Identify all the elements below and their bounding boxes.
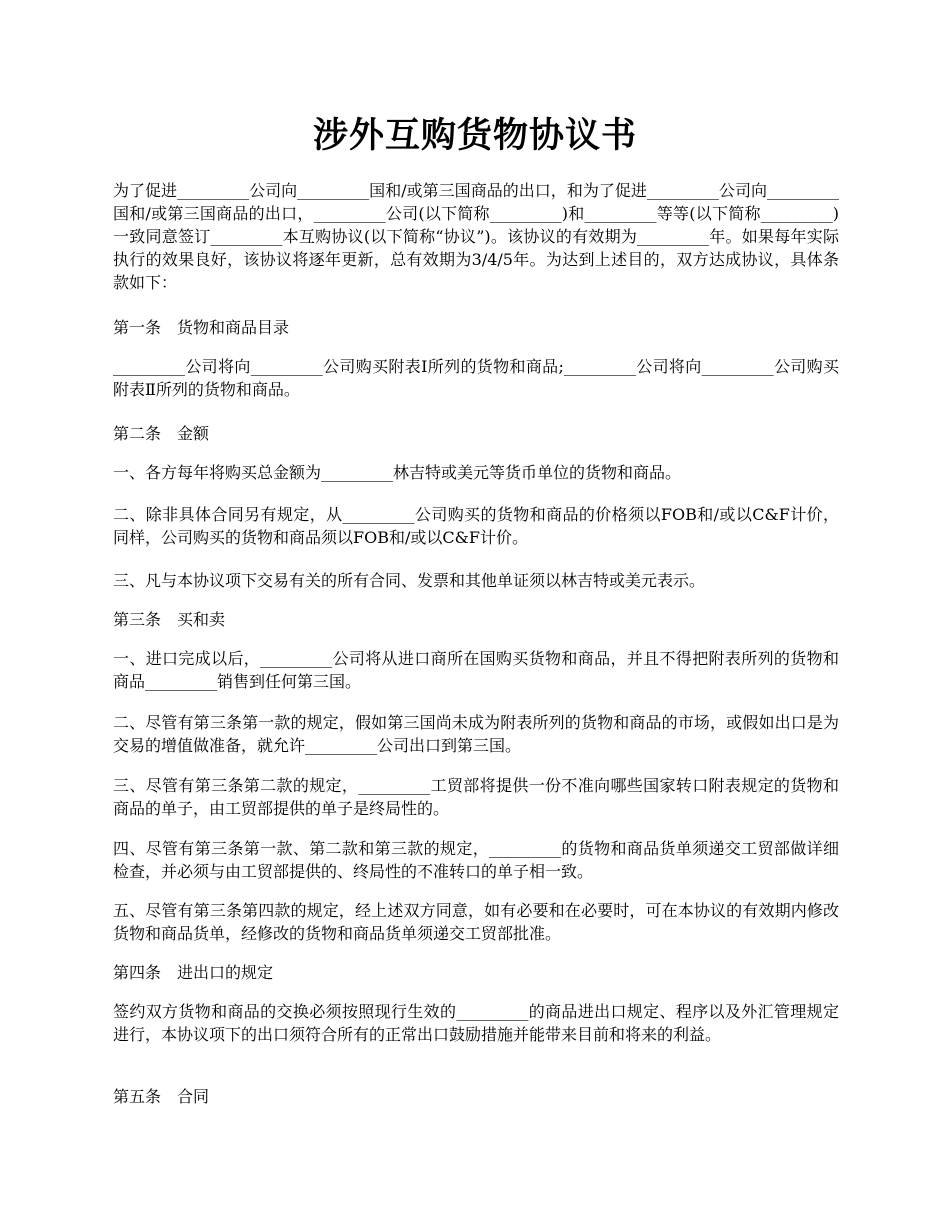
document-title: 涉外互购货物协议书 (312, 115, 637, 156)
article-4-paragraph: 签约双方货物和商品的交换必须按照现行生效的_________的商品进出口规定、程序以及外汇管理规定进行，本协议项下的出口须符合所有的正常出口鼓励措施并能带来目前和将来的利益。 (113, 1002, 839, 1044)
article-1-paragraph: _________公司将向_________公司购买附表Ⅰ所列的货物和商品;_________公司将向_________公司购买附表Ⅱ所列的货物和商品。 (113, 357, 839, 399)
article-3-clause-2: 二、尽管有第三条第一款的规定，假如第三国尚未成为附表所列的货物和商品的市场，或假如出口是为交易的增值做准备，就允许_________公司出口到第三国。 (113, 713, 839, 755)
article-3-clause-5: 五、尽管有第三条第四款的规定，经上述双方同意，如有必要和在必要时，可在本协议的有效期内修改货物和商品货单，经修改的货物和商品货单须递交工贸部批准。 (113, 901, 839, 943)
article-3-heading: 第三条 买和卖 (113, 610, 226, 629)
article-2-clause-1: 一、各方每年将购买总金额为_________林吉特或美元等货币单位的货物和商品。 (113, 463, 682, 482)
article-2-heading: 第二条 金额 (113, 424, 210, 443)
article-3-clause-4: 四、尽管有第三条第一款、第二款和第三款的规定，_________的货物和商品货单须递交工贸部做详细检查，并必须与由工贸部提供的、终局性的不准转口的单子相一致。 (113, 839, 839, 881)
intro-paragraph: 为了促进_________公司向_________国和/或第三国商品的出口，和为了促进_________公司向_________国和/或第三国商品的出口，_________公司(以下简称_________)和_________等等(以下简称_________)一致同意签订_________本互购协议(以下简称“协议”)。该协议的有效期为_________年。如果每年实际执行的效果良好，该协议将逐年更新，总有效期为3/4/5年。为达到上述目的，双方达成协议，具体条款如下： (113, 181, 839, 292)
article-5-heading: 第五条 合同 (113, 1087, 210, 1106)
article-3-clause-1: 一、进口完成以后，_________公司将从进口商所在国购买货物和商品，并且不得把附表所列的货物和商品_________销售到任何第三国。 (113, 649, 839, 691)
article-1-heading: 第一条 货物和商品目录 (113, 318, 290, 337)
article-2-clause-3: 三、凡与本协议项下交易有关的所有合同、发票和其他单证须以林吉特或美元表示。 (113, 571, 706, 590)
article-3-clause-3: 三、尽管有第三条第二款的规定，_________工贸部将提供一份不准向哪些国家转口附表规定的货物和商品的单子，由工贸部提供的单子是终局性的。 (113, 776, 839, 818)
article-4-heading: 第四条 进出口的规定 (113, 963, 274, 982)
article-2-clause-2: 二、除非具体合同另有规定，从_________公司购买的货物和商品的价格须以FOB和/或以C&F计价，同样，公司购买的货物和商品须以FOB和/或以C&F计价。 (113, 505, 839, 547)
